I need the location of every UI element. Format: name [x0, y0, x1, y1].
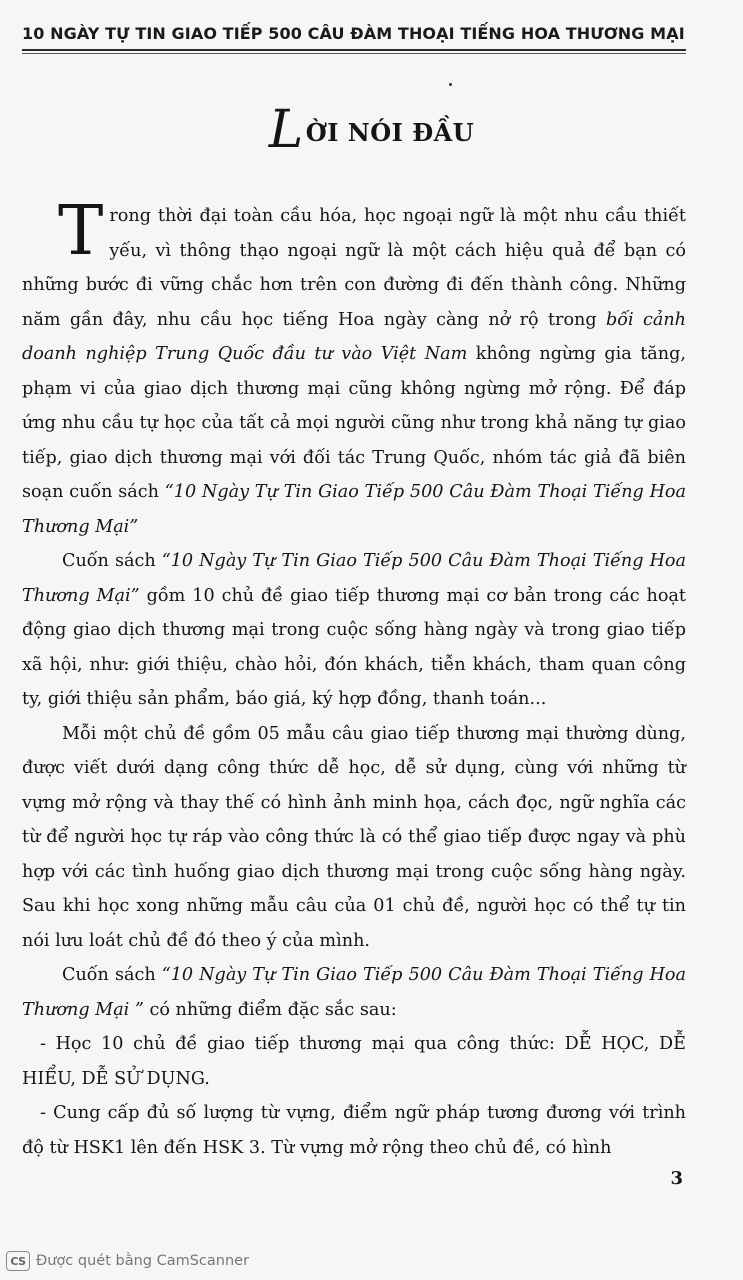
paragraph-2: [22, 544, 686, 717]
title-initial: L: [268, 100, 304, 160]
paragraph-2-text-a: Cuốn sách: [62, 551, 162, 571]
page-number: 3: [670, 1168, 683, 1189]
header-rule-thin: [22, 53, 686, 54]
title-rest: ỜI NÓI ĐẦU: [305, 118, 475, 147]
watermark-text: Được quét bằng CamScanner: [36, 1253, 250, 1269]
chapter-title: [0, 100, 743, 160]
paragraph-2-italic-a: “10 Ngày Tự Tin Giao Tiếp 500 Câu Đàm Thoại Tiếng Hoa Thương Mại”: [22, 551, 687, 606]
speck: [449, 83, 452, 86]
paragraph-4-text-a: Cuốn sách: [62, 965, 162, 985]
paragraph-4: [22, 958, 686, 1027]
camscanner-logo-icon: CS: [6, 1251, 30, 1271]
paragraph-1-italic-b: “10 Ngày Tự Tin Giao Tiếp 500 Câu Đàm Thoại Tiếng Hoa Thương Mại”: [22, 482, 686, 537]
paragraph-1-text-b: không ngừng gia tăng, phạm vi của giao dịch thương mại cũng không ngừng mở rộng. Để đáp ứng nhu cầu tự học của tất cả mọi người cũng như trong khả năng tự giao tiếp, giao dịch thương mại với đối tác Trung Quốc, nhóm tác giả đã biên soạn cuốn sách: [22, 344, 686, 502]
paragraph-1: [22, 192, 686, 544]
bullet-item: - Cung cấp đủ số lượng từ vựng, điểm ngữ pháp tương đương với trình độ từ HSK1 lên đến HSK 3. Từ vựng mở rộng theo chủ đề, có hình: [22, 1103, 686, 1158]
drop-cap: T: [58, 192, 104, 271]
paragraph-1-text-a: rong thời đại toàn cầu hóa, học ngoại ngữ là một nhu cầu thiết yếu, vì thông thạo ngoại ngữ là một cách hiệu quả để bạn có những bước đi vững chắc hơn trên con đường đi đến thành công. Những năm gần đây, nhu cầu học tiếng Hoa ngày càng nở rộ trong: [22, 206, 686, 330]
paragraph-4-text-b: có những điểm đặc sắc sau:: [143, 999, 397, 1020]
paragraph-3: Mỗi một chủ đề gồm 05 mẫu câu giao tiếp thương mại thường dùng, được viết dưới dạng công thức dễ học, dễ sử dụng, cùng với những từ vựng mở rộng và thay thế có hình ảnh minh họa, cách đọc, ngữ nghĩa các từ để người học tự ráp vào công thức là có thể giao tiếp được ngay và phù hợp với các tình huống giao dịch thương mại trong cuộc sống hàng ngày. Sau khi học xong những mẫu câu của 01 chủ đề, người học có thể tự tin nói lưu loát chủ đề đó theo ý của mình.: [22, 723, 686, 951]
header-rule: [22, 49, 686, 51]
paragraph-2-text-b: gồm 10 chủ đề giao tiếp thương mại cơ bản trong các hoạt động giao dịch thương mại trong cuộc sống hàng ngày và trong giao tiếp xã hội, như: giới thiệu, chào hỏi, đón khách, tiễn khách, tham quan công ty, giới thiệu sản phẩm, báo giá, ký hợp đồng, thanh toán...: [22, 585, 686, 709]
bullet-item: - Học 10 chủ đề giao tiếp thương mại qua công thức: DỄ HỌC, DỄ HIỂU, DỄ SỬ DỤNG.: [22, 1034, 686, 1089]
paragraph-4-italic-a: “10 Ngày Tự Tin Giao Tiếp 500 Câu Đàm Thoại Tiếng Hoa Thương Mại ”: [22, 965, 687, 1020]
body-text: [22, 192, 687, 1165]
running-header: 10 NGÀY TỰ TIN GIAO TIẾP 500 CÂU ĐÀM THOẠI TIẾNG HOA THƯƠNG MẠI: [22, 24, 685, 43]
paragraph-1-italic-a: bối cảnh doanh nghiệp Trung Quốc đầu tư vào Việt Nam: [22, 309, 686, 364]
camscanner-watermark: [6, 1250, 249, 1272]
